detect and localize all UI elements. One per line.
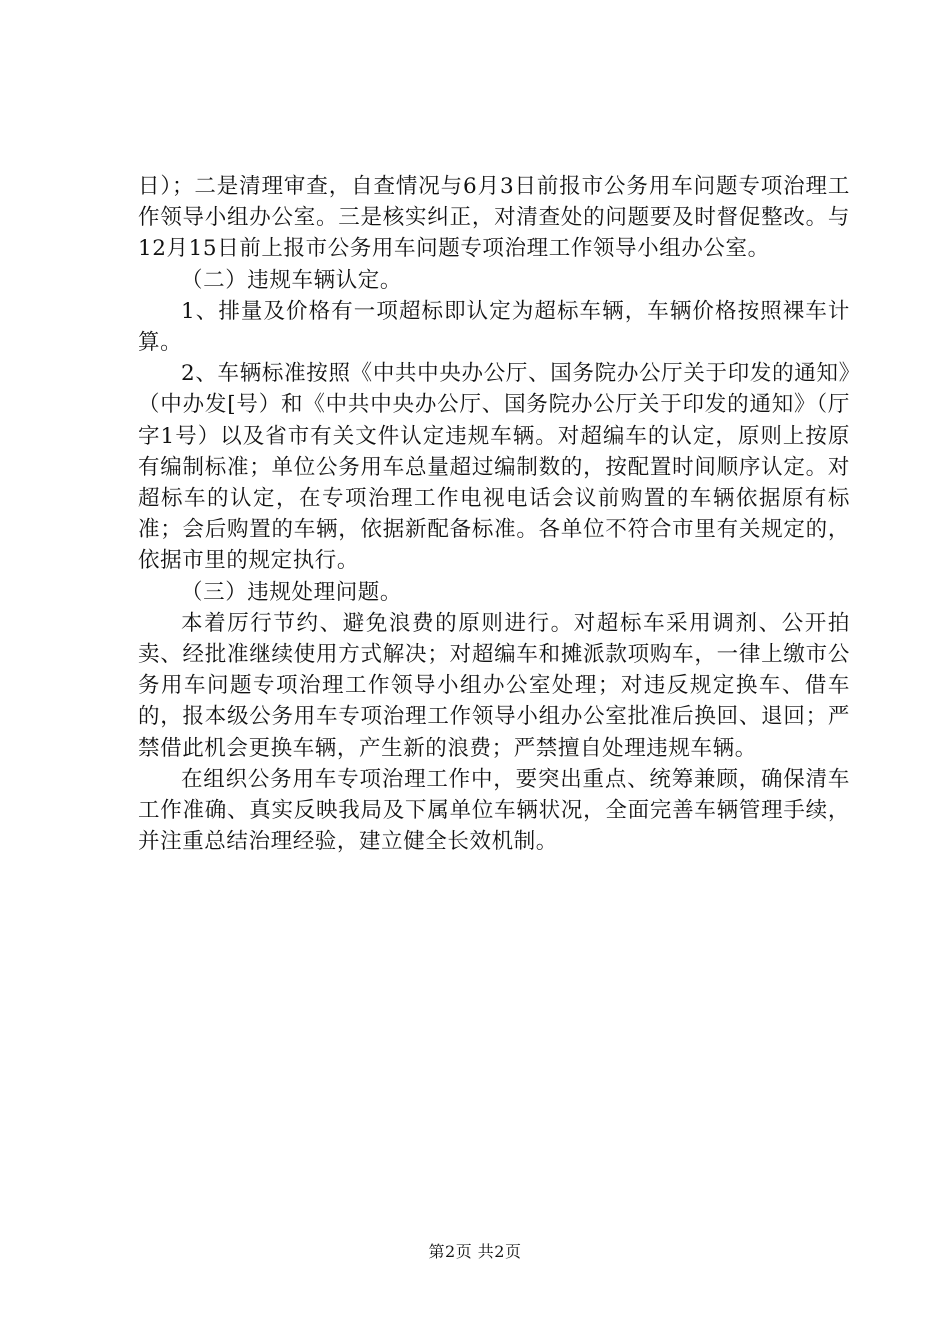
- paragraph-conclusion: 在组织公务用车专项治理工作中，要突出重点、统筹兼顾，确保清车工作准确、真实反映我局及下属单位车辆状况，全面完善车辆管理手续，并注重总结治理经验，建立健全长效机制。: [138, 766, 850, 855]
- section-heading-3: （三）违规处理问题。: [181, 579, 403, 605]
- paragraph-1: 日）；二是清理审查，自查情况与6月3日前报市公务用车问题专项治理工作领导小组办公室。三是核实纠正，对清查处的问题要及时督促整改。与12月15日前上报市公务用车问题专项治理工作领导小组办公室。: [138, 174, 850, 262]
- paragraph-item-2: 2、车辆标准按照《中共中央办公厅、国务院办公厅关于印发的通知》（中办发[号）和《中共中央办公厅、国务院办公厅关于印发的通知》（厅字1号）以及省市有关文件认定违规车辆。对超编车的认定，原则上按原有编制标准；单位公务用车总量超过编制数的，按配置时间顺序认定。对超标车的认定，在专项治理工作电视电话会议前购置的车辆依据原有标准；会后购置的车辆，依据新配备标准。各单位不符合市里有关规定的，依据市里的规定执行。: [138, 361, 850, 574]
- page-number-footer: 第2页 共2页: [428, 1242, 522, 1261]
- section-heading-2: （二）违规车辆认定。: [181, 267, 403, 293]
- paragraph-handling: 本着厉行节约、避免浪费的原则进行。对超标车采用调剂、公开拍卖、经批准继续使用方式解决；对超编车和摊派款项购车，一律上缴市公务用车问题专项治理工作领导小组办公室处理；对违反规定换车、借车的，报本级公务用车专项治理工作领导小组办公室批准后换回、退回；严禁借此机会更换车辆，产生新的浪费；严禁擅自处理违规车辆。: [138, 610, 850, 761]
- document-body: [138, 171, 850, 857]
- paragraph-item-1: 1、排量及价格有一项超标即认定为超标车辆，车辆价格按照裸车计算。: [138, 298, 850, 356]
